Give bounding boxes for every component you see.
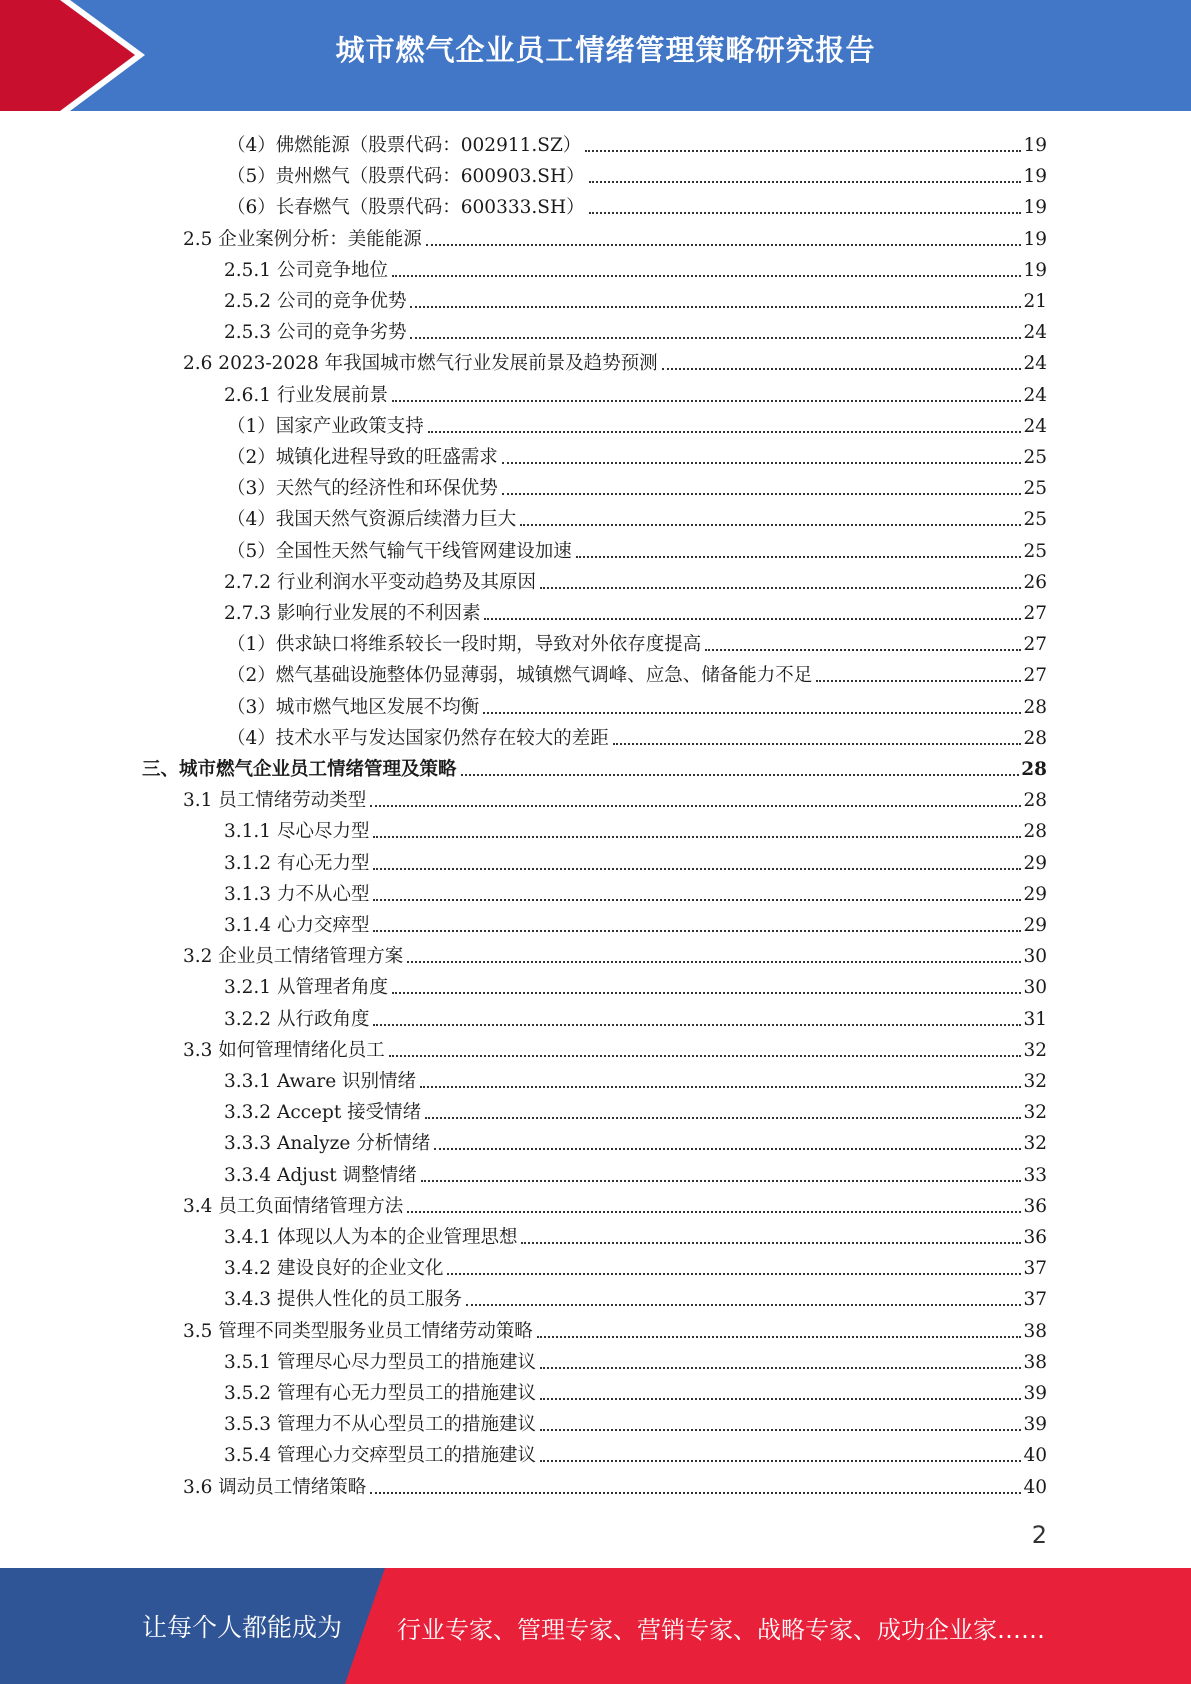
header-banner <box>0 0 1191 111</box>
toc-entry-title: （2）城镇化进程导致的旺盛需求 <box>227 447 498 468</box>
toc-entry-page: 30 <box>1023 946 1047 968</box>
toc-entry-page: 19 <box>1023 259 1047 281</box>
toc-entry[interactable] <box>224 1375 1047 1406</box>
toc-entry-title: 3.5.3 管理力不从心型员工的措施建议 <box>224 1414 536 1436</box>
toc-entry-page: 38 <box>1023 1351 1047 1373</box>
toc-entry-page: 28 <box>1023 821 1047 843</box>
toc-dot-leader <box>373 899 1021 901</box>
toc-entry-title: 3.1.1 尽心尽力型 <box>224 821 370 843</box>
toc-dot-leader <box>407 961 1021 963</box>
toc-entry-page: 28 <box>1023 696 1047 718</box>
toc-entry[interactable] <box>224 1063 1047 1094</box>
toc-entry[interactable] <box>183 1032 1047 1063</box>
toc-dot-leader <box>537 1336 1022 1338</box>
toc-entry-title: （2）燃气基础设施整体仍显薄弱，城镇燃气调峰、应急、储备能力不足 <box>227 665 813 687</box>
toc-entry-page: 38 <box>1023 1320 1047 1342</box>
toc-entry-page: 33 <box>1023 1164 1047 1186</box>
toc-entry-page: 27 <box>1023 603 1047 624</box>
toc-entry-title: 3.3 如何管理情绪化员工 <box>183 1039 385 1061</box>
toc-dot-leader <box>502 462 1022 464</box>
toc-dot-leader <box>373 836 1021 838</box>
toc-entry-title: 2.5.3 公司的竞争劣势 <box>224 322 407 344</box>
toc-entry[interactable] <box>224 252 1047 283</box>
toc-entry-title: （3）天然气的经济性和环保优势 <box>227 478 498 500</box>
toc-dot-leader <box>540 1398 1021 1400</box>
toc-entry[interactable] <box>227 127 1047 158</box>
toc-dot-leader <box>389 1055 1022 1057</box>
toc-entry-title: 3.4 员工负面情绪管理方法 <box>183 1195 404 1217</box>
toc-entry-page: 25 <box>1023 509 1047 531</box>
toc-dot-leader <box>421 1180 1022 1182</box>
toc-entry[interactable] <box>224 314 1047 345</box>
toc-entry-title: （1）国家产业政策支持 <box>227 415 424 437</box>
toc-dot-leader <box>466 1304 1021 1306</box>
toc-dot-leader <box>392 400 1021 402</box>
toc-entry-page: 19 <box>1023 135 1047 156</box>
toc-entry[interactable] <box>227 158 1047 189</box>
toc-entry[interactable] <box>183 221 1047 252</box>
toc-entry-title: （1）供求缺口将维系较长一段时期，导致对外依存度提高 <box>227 634 702 656</box>
toc-entry-page: 32 <box>1023 1102 1047 1124</box>
toc-entry-title: （5）全国性天然气输气干线管网建设加速 <box>227 540 572 562</box>
toc-entry[interactable] <box>224 907 1047 938</box>
toc-entry[interactable] <box>183 938 1047 969</box>
toc-dot-leader <box>407 1211 1021 1213</box>
toc-entry[interactable] <box>224 1250 1047 1281</box>
toc-entry-page: 32 <box>1023 1039 1047 1061</box>
toc-entry-page: 40 <box>1023 1476 1047 1498</box>
toc-dot-leader <box>662 368 1022 370</box>
toc-dot-leader <box>502 493 1022 495</box>
toc-dot-leader <box>540 587 1021 589</box>
toc-entry[interactable] <box>224 564 1047 595</box>
toc-entry-title: （4）我国天然气资源后续潜力巨大 <box>227 509 517 531</box>
toc-entry-page: 19 <box>1023 166 1047 188</box>
toc-dot-leader <box>540 1429 1021 1431</box>
toc-dot-leader <box>540 1367 1021 1369</box>
toc-entry[interactable] <box>183 1469 1047 1500</box>
toc-entry-title: 3.1.2 有心无力型 <box>224 852 370 874</box>
toc-entry-page: 26 <box>1023 571 1047 593</box>
toc-entry-page: 29 <box>1023 883 1047 905</box>
toc-entry-page: 28 <box>1021 759 1047 780</box>
toc-dot-leader <box>373 930 1021 932</box>
toc-entry-page: 28 <box>1023 790 1047 812</box>
toc-entry-title: （4）佛燃能源（股票代码：002911.SZ） <box>227 135 582 156</box>
toc-entry[interactable] <box>227 720 1047 751</box>
toc-entry-title: 3.5 管理不同类型服务业员工情绪劳动策略 <box>183 1320 533 1342</box>
toc-entry[interactable] <box>227 189 1047 220</box>
toc-entry[interactable] <box>227 626 1047 657</box>
toc-entry-page: 19 <box>1023 228 1047 250</box>
toc-entry-page: 25 <box>1023 540 1047 562</box>
footer-banner <box>0 1568 1191 1684</box>
toc-entry-title: 2.5 企业案例分析：美能能源 <box>183 228 422 250</box>
toc-entry-page: 36 <box>1023 1227 1047 1248</box>
toc-entry[interactable] <box>227 470 1047 501</box>
toc-entry-title: 3.1 员工情绪劳动类型 <box>183 790 367 812</box>
toc-entry-title: （6）长春燃气（股票代码：600333.SH） <box>227 197 585 219</box>
toc-dot-leader <box>420 1086 1021 1088</box>
toc-entry[interactable] <box>224 1437 1047 1468</box>
toc-entry-page: 39 <box>1023 1414 1047 1436</box>
toc-entry-page: 30 <box>1023 977 1047 999</box>
toc-entry-title: 2.6 2023-2028 年我国城市燃气行业发展前景及趋势预测 <box>183 353 658 375</box>
toc-entry-title: 3.5.1 管理尽心尽力型员工的措施建议 <box>224 1351 536 1373</box>
toc-entry-title: 3.1.3 力不从心型 <box>224 883 370 905</box>
toc-dot-leader <box>392 992 1021 994</box>
toc-entry-page: 36 <box>1023 1195 1047 1217</box>
toc-entry-title: 3.4.3 提供人性化的员工服务 <box>224 1289 462 1311</box>
toc-entry-page: 32 <box>1023 1071 1047 1092</box>
toc-entry[interactable] <box>224 1281 1047 1312</box>
toc-entry-page: 25 <box>1023 478 1047 500</box>
toc-entry-page: 37 <box>1023 1289 1047 1311</box>
toc-entry[interactable] <box>224 283 1047 314</box>
toc-dot-leader <box>425 1117 1021 1119</box>
toc-entry-page: 19 <box>1023 197 1047 219</box>
toc-dot-leader <box>410 306 1021 308</box>
toc-dot-leader <box>585 150 1021 152</box>
toc-entry[interactable] <box>142 751 1047 782</box>
toc-entry-title: 3.4.1 体现以人为本的企业管理思想 <box>224 1227 518 1248</box>
toc-entry[interactable] <box>224 1406 1047 1437</box>
toc-entry-title: 3.2.1 从管理者角度 <box>224 977 388 999</box>
toc-entry[interactable] <box>224 1344 1047 1375</box>
toc-entry-title: 3.6 调动员工情绪策略 <box>183 1476 367 1498</box>
toc-dot-leader <box>521 1242 1021 1244</box>
toc-entry-page: 28 <box>1023 727 1047 749</box>
toc-entry-title: 3.3.1 Aware 识别情绪 <box>224 1071 417 1092</box>
toc-entry-title: 三、城市燃气企业员工情绪管理及策略 <box>142 759 457 780</box>
toc-entry[interactable] <box>227 689 1047 720</box>
toc-entry-page: 39 <box>1023 1383 1047 1404</box>
toc-entry-page: 21 <box>1023 291 1047 312</box>
toc-entry[interactable] <box>224 1157 1047 1188</box>
toc-entry-page: 31 <box>1023 1008 1047 1030</box>
toc-entry-page: 29 <box>1023 852 1047 874</box>
toc-entry[interactable] <box>224 813 1047 844</box>
toc-entry-title: 3.3.3 Analyze 分析情绪 <box>224 1133 431 1155</box>
toc-entry[interactable] <box>227 439 1047 470</box>
footer-slogan-right: 行业专家、管理专家、营销专家、战略专家、成功企业家…… <box>397 1616 1045 1644</box>
toc-entry-title: 3.2.2 从行政角度 <box>224 1008 370 1030</box>
toc-entry-title: （4）技术水平与发达国家仍然存在较大的差距 <box>227 727 609 749</box>
toc-dot-leader <box>613 743 1022 745</box>
toc-dot-leader <box>370 805 1021 807</box>
document-title: 城市燃气企业员工情绪管理策略研究报告 <box>335 33 876 67</box>
toc-dot-leader <box>426 244 1022 246</box>
toc-entry-title: 3.3.4 Adjust 调整情绪 <box>224 1164 417 1186</box>
toc-entry-title: 2.7.3 影响行业发展的不利因素 <box>224 603 481 624</box>
toc-entry[interactable] <box>224 969 1047 1000</box>
toc-dot-leader <box>705 649 1021 651</box>
toc-entry[interactable] <box>224 1094 1047 1125</box>
toc-entry[interactable] <box>227 408 1047 439</box>
toc-entry[interactable] <box>183 1188 1047 1219</box>
toc-entry-title: 3.2 企业员工情绪管理方案 <box>183 946 404 968</box>
toc-entry-page: 29 <box>1023 915 1047 936</box>
toc-dot-leader <box>540 1460 1021 1462</box>
toc-dot-leader <box>589 181 1022 183</box>
toc-entry-title: 2.5.1 公司竞争地位 <box>224 259 388 281</box>
toc-entry[interactable] <box>224 1219 1047 1250</box>
toc-entry[interactable] <box>224 595 1047 626</box>
toc-entry[interactable] <box>227 533 1047 564</box>
toc-entry-title: 3.3.2 Accept 接受情绪 <box>224 1102 422 1124</box>
toc-entry[interactable] <box>224 1001 1047 1032</box>
toc-entry-title: 3.5.4 管理心力交瘁型员工的措施建议 <box>224 1445 536 1467</box>
toc-entry-title: 2.5.2 公司的竞争优势 <box>224 291 407 312</box>
toc-dot-leader <box>816 680 1021 682</box>
toc-entry[interactable] <box>224 845 1047 876</box>
toc-entry-page: 24 <box>1023 384 1047 406</box>
toc-dot-leader <box>447 1273 1021 1275</box>
toc-entry-page: 27 <box>1023 634 1047 656</box>
toc-entry-page: 27 <box>1023 665 1047 687</box>
toc-dot-leader <box>434 1148 1021 1150</box>
toc-entry-title: （5）贵州燃气（股票代码：600903.SH） <box>227 166 585 188</box>
toc-entry-title: 3.1.4 心力交瘁型 <box>224 915 370 936</box>
toc-dot-leader <box>370 1492 1021 1494</box>
toc-entry-title: 3.4.2 建设良好的企业文化 <box>224 1258 444 1280</box>
toc-entry-title: 2.6.1 行业发展前景 <box>224 384 388 406</box>
toc-entry[interactable] <box>224 377 1047 408</box>
toc-dot-leader <box>520 524 1021 526</box>
toc-entry[interactable] <box>227 501 1047 532</box>
toc-dot-leader <box>373 1024 1021 1026</box>
toc-entry-page: 32 <box>1023 1133 1047 1155</box>
toc-entry-page: 24 <box>1023 353 1047 375</box>
toc-entry-page: 24 <box>1023 322 1047 344</box>
toc-dot-leader <box>373 868 1021 870</box>
toc-dot-leader <box>576 556 1022 558</box>
toc-entry-title: （3）城市燃气地区发展不均衡 <box>227 696 480 718</box>
toc-entry[interactable] <box>183 1313 1047 1344</box>
toc-entry-page: 25 <box>1023 447 1047 468</box>
footer-slogan-left: 让每个人都能成为 <box>142 1613 343 1642</box>
toc-entry-page: 24 <box>1023 415 1047 437</box>
toc-dot-leader <box>410 337 1021 339</box>
toc-dot-leader <box>428 431 1022 433</box>
toc-dot-leader <box>461 774 1020 776</box>
toc-entry-title: 2.7.2 行业利润水平变动趋势及其原因 <box>224 571 536 593</box>
toc-entry[interactable] <box>224 1125 1047 1156</box>
toc-dot-leader <box>483 712 1021 714</box>
toc-entry[interactable] <box>227 657 1047 688</box>
toc-entry[interactable] <box>183 345 1047 376</box>
toc-dot-leader <box>484 618 1021 620</box>
toc-entry-page: 40 <box>1023 1445 1047 1467</box>
page-number: 2 <box>1031 1521 1047 1549</box>
toc-entry[interactable] <box>224 876 1047 907</box>
toc-dot-leader <box>392 275 1021 277</box>
toc-entry-page: 37 <box>1023 1258 1047 1280</box>
toc-entry-title: 3.5.2 管理有心无力型员工的措施建议 <box>224 1383 536 1404</box>
toc-entry[interactable] <box>183 782 1047 813</box>
toc-dot-leader <box>589 212 1022 214</box>
